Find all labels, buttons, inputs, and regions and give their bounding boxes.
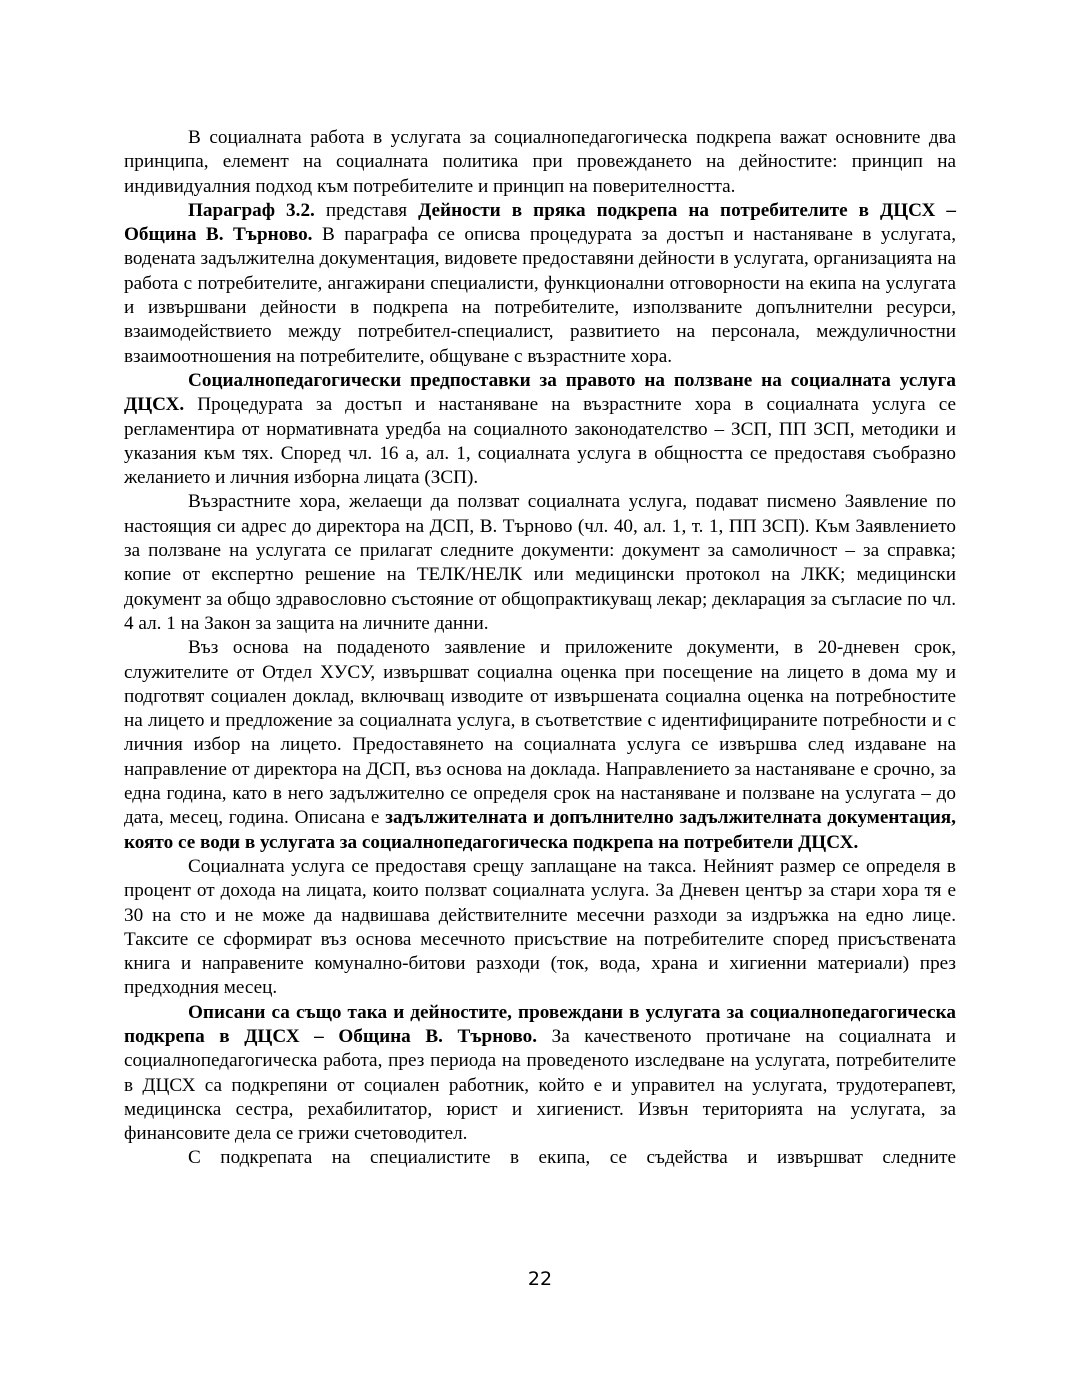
paragraph-principles: В социалната работа в услугата за социалнопедагогическа подкрепа важат основните два принципа, елемент на социалната политика при провеждането на дейностите: принцип на индивидуалния подход към потребителите и принцип на поверителността. (124, 127, 956, 197)
paragraph-section-3-2 (124, 199, 956, 369)
paragraph-prerequisites (124, 369, 956, 490)
page-body (124, 126, 956, 1171)
paragraph-application: Възрастните хора, желаещи да ползват социалната услуга, подават писмено Заявление по настоящия си адрес до директора на ДСП, В. Търново (чл. 40, ал. 1, т. 1, ПП ЗСП). Към Заявлението за ползване на услугата се прилагат следните документи: документ за самоличност – за справка; копие от експертно решение на ТЕЛК/НЕЛК или медицински протокол на ЛКК; медицински документ за общо здравословно състояние от общопрактикуващ лекар; декларация за съгласие по чл. 4 ал. 1 на Закон за защита на личните данни. (124, 491, 956, 634)
bold-heading: Социалнопедагогически предпоставки за правото на ползване на социалната услуга ДЦСХ. (124, 369, 956, 416)
paragraph-continuation: С подкрепата на специалистите в екипа, се съдейства и извършват следните (188, 1147, 956, 1169)
paragraph-assessment (124, 636, 956, 855)
text-run: Процедурата за достъп и настаняване на възрастните хора в социалната услуга се регламентира от нормативната уредба на социалното законодателство – ЗСП, ПП ЗСП, методики и указания към тях. Според чл. 16 а, ал. 1, социалната услуга в общността се предоставя съобразно желанието и личния изборна лицата (ЗСП). (124, 394, 956, 489)
bold-activities: Описани са също така и дейностите, провеждани в услугата за социалнопедагогическа подкрепа в ДЦСХ – Община В. Търново. (124, 1001, 956, 1047)
bold-section-title: Дейности в пряка подкрепа на потребителите в ДЦСХ – Община В. Търново. (124, 199, 956, 246)
text-run: В параграфа се описва процедурата за достъп и настаняване в услугата, водената задължителна документация, видовете предоставяни дейности в услугата, организацията на работа с потребителите, ангажирани специалисти, функционални отговорности на екипа на услугата и извършвани дейности в подкрепа на потребителите, използваните допълнителни ресурси, взаимодействието между потребител-специалист, развитието на персонала, междуличностни взаимоотношения на потребителите, общуване с възрастните хора. (124, 224, 956, 367)
bold-section-label: Параграф 3.2. (188, 199, 315, 221)
text-run: представя (314, 199, 419, 221)
text-run: За качественото протичане на социалната и социалнопедагогическа работа, през периода на проведеното изследване на услугата, потребителите в ДЦСХ са подкрепяни от социален работник, който е и управител на услугата, трудотерапевт, медицинска сестра, рехабилитатор, юрист и хигиенист. Извън територията на услугата, за финансовите дела се грижи счетоводител. (124, 1025, 956, 1145)
paragraph-fees: Социалната услуга се предоставя срещу заплащане на такса. Нейният размер се определя в процент от дохода на лицата, които ползват социалната услуга. За Дневен център за стари хора тя е 30 на сто и не може да надвишава действителните месечни разходи за издръжка на едно лице. Таксите се сформират въз основа месечното присъствие на потребителите според присъствената книга и направените комунално-битови разходи (ток, вода, храна и хигиенни материали) през предходния месец. (124, 855, 956, 999)
text-run: Въз основа на подаденото заявление и приложените документи, в 20-дневен срок, служителите от Отдел ХУСУ, извършват социална оценка при посещение на лицето в дома му и подготвят социален доклад, включващ изводите от извършената социална оценка на потребностите на лицето и предложение за социалната услуга, в съответствие с идентифицираните потребности и с личния избор на лицето. Предоставянето на социалната услуга се извършва след издаване на направление от директора на ДСП, въз основа на доклада. Направлението за настаняване е срочно, за една година, като в него задължително се определя срок на настаняване и ползване на услугата – до дата, месец, година. Описана е (124, 637, 956, 829)
bold-documentation: задължителната и допълнително задължителната документация, която се води в услугата за социалнопедагогическа подкрепа на потребители ДЦСХ. (124, 807, 956, 853)
paragraph-activities (124, 1001, 956, 1147)
page-number: 22 (527, 1268, 553, 1290)
